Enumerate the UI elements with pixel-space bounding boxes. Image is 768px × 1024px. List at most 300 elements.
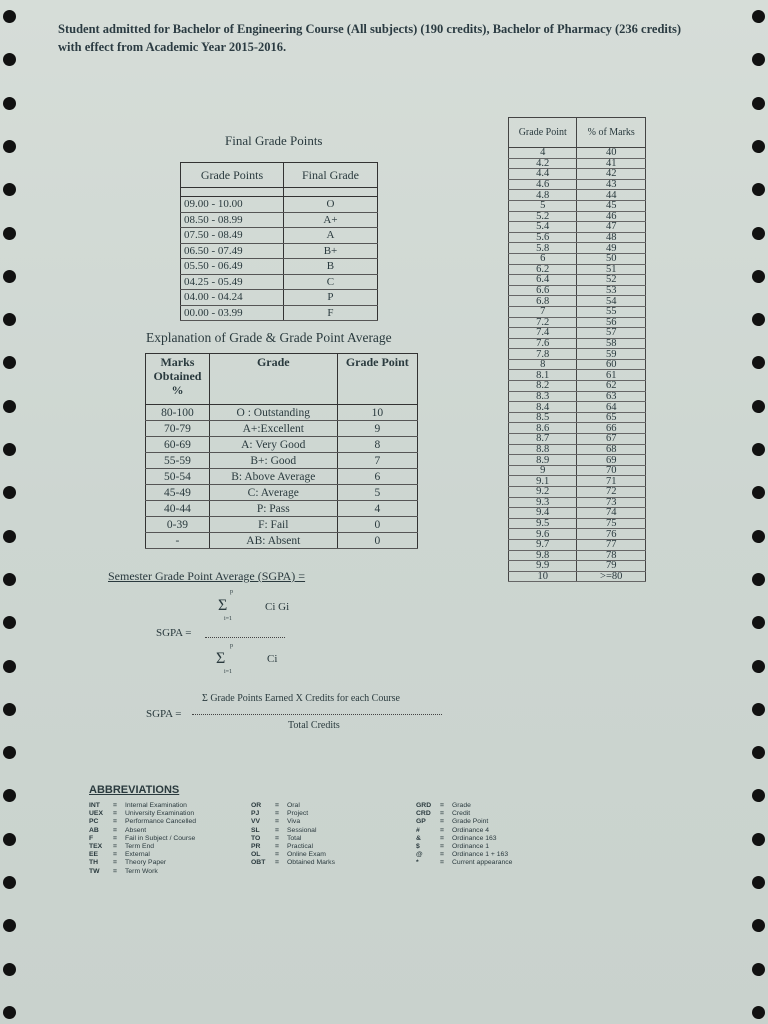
table-row (509, 275, 646, 286)
tractor-hole (3, 183, 16, 196)
tractor-hole (752, 573, 765, 586)
abbreviation-meaning: Sessional (287, 826, 317, 834)
grade-cell: F: Fail (209, 517, 337, 533)
table-row (509, 487, 646, 498)
abbreviation-row (251, 818, 335, 826)
grade-point-cell: 5 (337, 485, 417, 501)
marks-cell: 80-100 (146, 405, 210, 421)
tractor-hole (3, 833, 16, 846)
abbreviation-code: OL (251, 851, 261, 859)
marks-percent-cell: 44 (577, 190, 646, 201)
grade-point-cell: 8.6 (509, 423, 577, 434)
table-row (146, 405, 418, 421)
sgpa-label-2: SGPA = (146, 708, 182, 720)
abbreviation-meaning: Grade Point (452, 818, 489, 826)
abbreviation-code: TEX (89, 843, 103, 851)
grade-point-cell: 9.5 (509, 518, 577, 529)
tractor-hole (752, 140, 765, 153)
abbreviation-row (416, 859, 512, 867)
abbreviations-col-3 (416, 802, 512, 868)
table-row (181, 228, 378, 244)
marks-percent-cell: 79 (577, 561, 646, 572)
left-tractor-holes (0, 0, 20, 1024)
table-row (181, 290, 378, 306)
table-row (509, 328, 646, 339)
equals-sign: = (440, 859, 444, 867)
grade-points-range: 04.00 - 04.24 (181, 290, 284, 306)
abbreviation-meaning: Online Exam (287, 851, 326, 859)
abbreviation-row (251, 802, 335, 810)
abbreviation-code: SL (251, 826, 260, 834)
tractor-hole (3, 400, 16, 413)
table-row (181, 197, 378, 213)
tractor-hole (752, 530, 765, 543)
abbreviation-meaning: Ordinance 4 (452, 826, 490, 834)
equals-sign: = (113, 818, 117, 826)
tractor-hole (3, 97, 16, 110)
table-row (509, 200, 646, 211)
grade-point-cell: 7.2 (509, 317, 577, 328)
grade-points-range: 05.50 - 06.49 (181, 259, 284, 275)
table-row (509, 391, 646, 402)
col-header-marks-pct: % of Marks (577, 118, 646, 148)
tractor-hole (752, 486, 765, 499)
equals-sign: = (275, 818, 279, 826)
abbreviation-row (251, 810, 335, 818)
col-header-grade-points: Grade Points (181, 163, 284, 188)
marks-percent-cell: 68 (577, 444, 646, 455)
marks-cell: 60-69 (146, 437, 210, 453)
equals-sign: = (113, 843, 117, 851)
marks-percent-cell: 60 (577, 359, 646, 370)
tractor-hole (3, 746, 16, 759)
grade-cell: A: Very Good (209, 437, 337, 453)
tractor-hole (752, 97, 765, 110)
final-grade: F (283, 305, 377, 321)
equals-sign: = (440, 826, 444, 834)
grade-point-cell: 9.4 (509, 508, 577, 519)
final-grade-points-title: Final Grade Points (225, 133, 323, 148)
marks-percent-cell: 49 (577, 243, 646, 254)
equals-sign: = (113, 834, 117, 842)
table-row (509, 571, 646, 582)
tractor-hole (752, 703, 765, 716)
marks-percent-cell: 78 (577, 550, 646, 561)
grade-point-cell: 5.4 (509, 222, 577, 233)
tractor-hole (3, 789, 16, 802)
col-header-grade-point: Grade Point (337, 354, 417, 405)
abbreviation-row (416, 810, 512, 818)
tractor-hole (3, 963, 16, 976)
abbreviation-row (416, 851, 512, 859)
header-text: Student admitted for Bachelor of Engineering Course (All subjects) (190 credits), Bachelor of Pharmacy (236 credits) with effect from Academic Year 2015-2016. (58, 22, 682, 54)
abbreviation-code: TW (89, 867, 100, 875)
abbreviation-code: CRD (416, 810, 431, 818)
marks-percent-cell: 54 (577, 296, 646, 307)
abbreviation-code: TO (251, 834, 261, 842)
abbreviations-col-2 (251, 802, 335, 868)
final-grade: A+ (283, 212, 377, 228)
abbreviation-code: GRD (416, 802, 432, 809)
abbreviation-meaning: Ordinance 1 (452, 843, 490, 851)
table-row (509, 529, 646, 540)
marks-percent-cell: 58 (577, 338, 646, 349)
tractor-hole (752, 1006, 765, 1019)
grade-point-cell: 8.4 (509, 402, 577, 413)
table-row (509, 381, 646, 392)
col-header-final-grade: Final Grade (283, 163, 377, 188)
grade-point-cell: 4.6 (509, 179, 577, 190)
marks-percent-cell: 52 (577, 275, 646, 286)
abbreviation-row (416, 843, 512, 851)
abbreviation-code: PC (89, 818, 99, 826)
equals-sign: = (440, 810, 444, 818)
marks-percent-cell: 71 (577, 476, 646, 487)
abbreviation-meaning: Viva (287, 818, 301, 826)
table-row (509, 264, 646, 275)
final-grade-points-table (180, 162, 378, 321)
grade-point-cell: 8.8 (509, 444, 577, 455)
grade-point-cell: 8.5 (509, 412, 577, 423)
abbreviation-code: PR (251, 843, 261, 851)
col-header-gp: Grade Point (509, 118, 577, 148)
tractor-hole (3, 573, 16, 586)
abbreviation-code: $ (416, 843, 420, 851)
grade-point-cell: 6.2 (509, 264, 577, 275)
abbreviation-row (251, 835, 335, 843)
grade-point-cell: 0 (337, 533, 417, 549)
table-row (509, 285, 646, 296)
tractor-hole (752, 660, 765, 673)
fraction-line-2 (192, 714, 442, 715)
table-row (509, 561, 646, 572)
tractor-hole (752, 400, 765, 413)
abbreviation-row (416, 802, 512, 810)
abbreviation-code: VV (251, 818, 261, 826)
final-grade: A (283, 228, 377, 244)
grade-point-cell: 9.9 (509, 561, 577, 572)
marks-cell: - (146, 533, 210, 549)
grade-points-range: 00.00 - 03.99 (181, 305, 284, 321)
grade-point-cell: 8.1 (509, 370, 577, 381)
marks-cell: 45-49 (146, 485, 210, 501)
grade-point-cell: 6 (337, 469, 417, 485)
abbreviation-row (89, 818, 196, 826)
table-row (509, 306, 646, 317)
grade-point-cell: 9.7 (509, 539, 577, 550)
table-row (146, 421, 418, 437)
tractor-hole (752, 963, 765, 976)
sigma-lower-2: i=1 (224, 669, 233, 675)
table-row (509, 158, 646, 169)
grade-point-cell: 4 (337, 501, 417, 517)
abbreviation-row (89, 802, 196, 810)
tractor-hole (752, 876, 765, 889)
grade-point-table (508, 117, 646, 582)
marks-cell: 0-39 (146, 517, 210, 533)
grade-point-cell: 10 (337, 405, 417, 421)
grade-point-cell: 10 (509, 571, 577, 582)
grade-points-range: 07.50 - 08.49 (181, 228, 284, 244)
abbreviation-code: & (416, 834, 421, 842)
tractor-hole (3, 270, 16, 283)
table-row (509, 476, 646, 487)
table-row (146, 533, 418, 549)
col-header-marks: Marks Obtained % (146, 354, 210, 405)
tractor-hole (3, 443, 16, 456)
abbreviation-row (251, 851, 335, 859)
table-row (509, 455, 646, 466)
abbreviation-meaning: External (125, 851, 150, 859)
table-row (146, 437, 418, 453)
equals-sign: = (113, 810, 117, 818)
explanation-table (145, 353, 418, 549)
abbreviation-code: TH (89, 859, 99, 867)
grade-point-cell: 8 (509, 359, 577, 370)
table-row (509, 370, 646, 381)
sigma-lower-1: i=1 (224, 616, 233, 622)
abbreviation-meaning: University Examination (125, 810, 195, 818)
marks-percent-cell: 70 (577, 465, 646, 476)
table-row (509, 518, 646, 529)
marks-percent-cell: >=80 (577, 571, 646, 582)
grade-point-cell: 4.4 (509, 169, 577, 180)
tractor-hole (752, 833, 765, 846)
abbreviation-code: @ (416, 851, 423, 859)
abbreviation-code: EE (89, 851, 99, 859)
marks-percent-cell: 42 (577, 169, 646, 180)
equals-sign: = (440, 843, 444, 851)
marks-percent-cell: 53 (577, 285, 646, 296)
marks-percent-cell: 47 (577, 222, 646, 233)
grade-point-cell: 9 (337, 421, 417, 437)
table-row (146, 517, 418, 533)
marks-percent-cell: 77 (577, 539, 646, 550)
grade-point-cell: 5 (509, 200, 577, 211)
grade-point-cell: 9.3 (509, 497, 577, 508)
tractor-hole (752, 789, 765, 802)
grade-point-cell: 9.2 (509, 487, 577, 498)
grade-cell: C: Average (209, 485, 337, 501)
marks-cell: 55-59 (146, 453, 210, 469)
tractor-hole (3, 53, 16, 66)
table-row (509, 423, 646, 434)
abbreviation-code: * (416, 859, 419, 867)
abbreviation-meaning: Term Work (125, 867, 158, 875)
grade-point-cell: 4.8 (509, 190, 577, 201)
marks-percent-cell: 76 (577, 529, 646, 540)
abbreviation-meaning: Ordinance 1 + 163 (452, 851, 509, 859)
marks-percent-cell: 40 (577, 148, 646, 159)
equals-sign: = (440, 834, 444, 842)
grade-cell: B+: Good (209, 453, 337, 469)
marks-percent-cell: 66 (577, 423, 646, 434)
marks-percent-cell: 51 (577, 264, 646, 275)
table-row (509, 317, 646, 328)
tractor-hole (752, 10, 765, 23)
explanation-title: Explanation of Grade & Grade Point Average (146, 330, 392, 345)
equals-sign: = (275, 826, 279, 834)
fraction-line-1 (205, 637, 285, 638)
grade-point-cell: 5.6 (509, 232, 577, 243)
abbreviation-meaning: Internal Examination (125, 802, 187, 809)
final-grade: P (283, 290, 377, 306)
table-row (509, 349, 646, 360)
grade-point-cell: 6.4 (509, 275, 577, 286)
equals-sign: = (275, 859, 279, 867)
sigma-upper-2: p (230, 643, 233, 649)
tractor-hole (752, 183, 765, 196)
marks-percent-cell: 69 (577, 455, 646, 466)
abbreviation-meaning: Obtained Marks (287, 859, 335, 867)
table-row (509, 243, 646, 254)
abbreviation-row (89, 851, 196, 859)
tractor-hole (3, 140, 16, 153)
grade-point-cell: 8 (337, 437, 417, 453)
abbreviation-meaning: Oral (287, 802, 300, 809)
equals-sign: = (275, 843, 279, 851)
grade-point-cell: 7.4 (509, 328, 577, 339)
abbreviation-meaning: Current appearance (452, 859, 513, 867)
marks-cell: 50-54 (146, 469, 210, 485)
abbreviation-code: OR (251, 802, 262, 809)
table-row (509, 359, 646, 370)
marks-percent-cell: 43 (577, 179, 646, 190)
grade-point-cell: 9.6 (509, 529, 577, 540)
grade-points-range: 04.25 - 05.49 (181, 274, 284, 290)
abbreviation-row (251, 859, 335, 867)
marks-percent-cell: 41 (577, 158, 646, 169)
table-row (181, 305, 378, 321)
equals-sign: = (440, 802, 444, 809)
marks-percent-cell: 45 (577, 200, 646, 211)
grade-point-cell: 9.8 (509, 550, 577, 561)
table-row (509, 539, 646, 550)
equals-sign: = (113, 867, 117, 875)
grade-point-cell: 7 (337, 453, 417, 469)
table-row (181, 259, 378, 275)
grade-point-cell: 9 (509, 465, 577, 476)
abbreviation-code: OBT (251, 859, 266, 867)
spacer (283, 188, 377, 197)
equals-sign: = (113, 826, 117, 834)
equals-sign: = (275, 851, 279, 859)
table-row (146, 485, 418, 501)
abbreviation-meaning: Term End (125, 843, 155, 851)
grade-point-cell: 8.9 (509, 455, 577, 466)
abbreviation-code: F (89, 834, 94, 842)
abbreviation-row (89, 810, 196, 818)
marks-percent-cell: 74 (577, 508, 646, 519)
table-row (509, 444, 646, 455)
abbreviation-meaning: Performance Cancelled (125, 818, 197, 826)
tractor-hole (3, 10, 16, 23)
table-row (509, 434, 646, 445)
grade-cell: P: Pass (209, 501, 337, 517)
marks-percent-cell: 62 (577, 381, 646, 392)
marks-cell: 70-79 (146, 421, 210, 437)
marks-percent-cell: 65 (577, 412, 646, 423)
tractor-hole (3, 919, 16, 932)
abbreviation-code: PJ (251, 810, 260, 818)
equals-sign: = (275, 802, 279, 809)
marks-percent-cell: 64 (577, 402, 646, 413)
abbreviation-meaning: Ordinance 163 (452, 834, 497, 842)
grade-point-cell: 5.2 (509, 211, 577, 222)
col-header-grade: Grade (209, 354, 337, 405)
tractor-hole (3, 1006, 16, 1019)
table-row (181, 243, 378, 259)
table-row (146, 453, 418, 469)
table-row (181, 212, 378, 228)
table-row (509, 253, 646, 264)
grade-point-cell: 0 (337, 517, 417, 533)
abbreviation-row (89, 843, 196, 851)
table-row (509, 179, 646, 190)
abbreviation-code: INT (89, 802, 100, 809)
spacer (181, 188, 284, 197)
marks-percent-cell: 46 (577, 211, 646, 222)
grade-cell: A+:Excellent (209, 421, 337, 437)
tractor-hole (3, 356, 16, 369)
equals-sign: = (440, 851, 444, 859)
grade-point-cell: 7 (509, 306, 577, 317)
grade-points-range: 09.00 - 10.00 (181, 197, 284, 213)
abbreviation-row (89, 827, 196, 835)
numerator-1: Ci Gi (265, 601, 290, 613)
grade-point-cell: 6.6 (509, 285, 577, 296)
tractor-hole (3, 486, 16, 499)
marks-percent-cell: 56 (577, 317, 646, 328)
tractor-hole (3, 616, 16, 629)
table-row (509, 465, 646, 476)
abbreviation-meaning: Project (287, 810, 309, 818)
tractor-hole (752, 270, 765, 283)
marks-cell: 40-44 (146, 501, 210, 517)
marks-percent-cell: 55 (577, 306, 646, 317)
abbreviation-meaning: Theory Paper (125, 859, 167, 867)
tractor-hole (752, 919, 765, 932)
table-row (509, 402, 646, 413)
tractor-hole (3, 530, 16, 543)
table-row (509, 190, 646, 201)
abbreviation-code: AB (89, 826, 99, 834)
abbreviation-meaning: Total (287, 834, 302, 842)
abbreviation-meaning: Absent (125, 826, 147, 834)
tractor-hole (3, 876, 16, 889)
abbreviation-row (89, 868, 196, 876)
abbreviation-row (89, 835, 196, 843)
final-grade: C (283, 274, 377, 290)
abbreviation-row (416, 827, 512, 835)
grade-point-cell: 8.7 (509, 434, 577, 445)
table-row (509, 497, 646, 508)
table-row (146, 469, 418, 485)
sgpa-label-1: SGPA = (156, 627, 192, 639)
final-grade: O (283, 197, 377, 213)
tractor-hole (3, 313, 16, 326)
abbreviations-col-1 (89, 802, 196, 876)
table-row (509, 232, 646, 243)
sgpa-title: Semester Grade Point Average (SGPA) = (108, 569, 306, 583)
tractor-hole (752, 356, 765, 369)
table-row (509, 338, 646, 349)
denominator-2: Total Credits (288, 720, 340, 731)
denominator-1: Ci (267, 653, 278, 665)
grade-point-cell: 4.2 (509, 158, 577, 169)
table-row (509, 211, 646, 222)
marks-percent-cell: 75 (577, 518, 646, 529)
